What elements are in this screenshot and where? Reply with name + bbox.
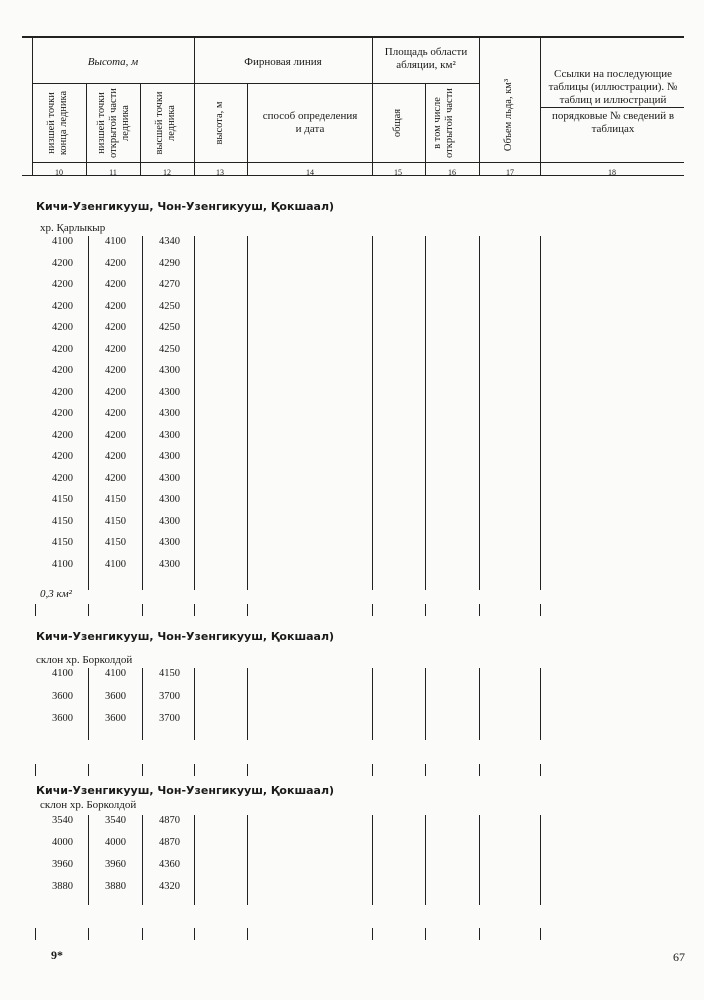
area-footnote: 0,3 км² xyxy=(40,588,72,600)
table-cell: 4150 xyxy=(159,668,180,679)
table-cell: 4250 xyxy=(159,300,180,312)
header-low-end: низшей точки конца ледника xyxy=(46,90,69,156)
column-rule xyxy=(425,668,426,740)
table-cell: 4200 xyxy=(52,257,73,269)
column-number: 12 xyxy=(163,168,171,177)
table-cell: 4250 xyxy=(159,343,180,355)
table-cell: 4300 xyxy=(159,451,180,462)
table-cell: 4200 xyxy=(105,365,126,376)
column-number: 18 xyxy=(608,168,616,177)
table-cell: 4300 xyxy=(159,429,180,441)
table-cell: 4200 xyxy=(105,429,126,441)
column-rule xyxy=(194,668,195,740)
column-rule xyxy=(88,815,89,905)
table-cell: 4200 xyxy=(52,343,73,355)
column-rule xyxy=(247,668,248,740)
table-cell: 4300 xyxy=(159,365,180,376)
column-tick xyxy=(88,604,89,616)
table-cell: 4200 xyxy=(105,408,126,419)
column-rule xyxy=(425,815,426,905)
column-tick xyxy=(88,764,89,776)
header-low-open: низшей точки открытой части ледника xyxy=(96,88,131,158)
column-number: 13 xyxy=(216,168,224,177)
table-cell: 4150 xyxy=(105,494,126,505)
column-tick xyxy=(479,764,480,776)
table-cell: 4290 xyxy=(159,257,180,269)
table-cell: 4200 xyxy=(105,386,126,398)
table-cell: 4200 xyxy=(105,257,126,269)
column-rule xyxy=(540,236,541,590)
column-tick xyxy=(35,604,36,616)
table-cell: 3960 xyxy=(105,859,126,870)
table-cell: 4000 xyxy=(52,837,73,848)
table-cell: 4340 xyxy=(159,236,180,247)
table-cell: 4200 xyxy=(105,300,126,312)
column-tick xyxy=(88,928,89,940)
column-tick xyxy=(247,928,248,940)
section-subtitle: склон хр. Борколдой xyxy=(40,799,137,811)
table-cell: 4100 xyxy=(105,668,126,679)
column-tick xyxy=(194,764,195,776)
column-tick xyxy=(425,928,426,940)
column-rule xyxy=(88,668,89,740)
column-tick xyxy=(142,928,143,940)
column-rule xyxy=(540,668,541,740)
column-tick xyxy=(372,928,373,940)
signature-mark: 9* xyxy=(51,948,63,962)
header-refs-top: Ссылки на последующие таблицы (иллюстрации). № таблиц и иллюстраций xyxy=(548,68,678,106)
header-group-ablation-area: Площадь области абляции, км² xyxy=(384,46,468,71)
table-cell: 4870 xyxy=(159,815,180,826)
table-cell: 4360 xyxy=(159,859,180,870)
column-tick xyxy=(194,928,195,940)
table-cell: 4100 xyxy=(52,236,73,247)
table-cell: 4200 xyxy=(52,279,73,290)
table-cell: 3960 xyxy=(52,859,73,870)
column-rule xyxy=(425,236,426,590)
table-cell: 4200 xyxy=(52,472,73,484)
table-cell: 4200 xyxy=(52,322,73,333)
table-cell: 4200 xyxy=(52,408,73,419)
table-cell: 4000 xyxy=(105,837,126,848)
column-tick xyxy=(479,928,480,940)
column-rule xyxy=(88,236,89,590)
column-number: 16 xyxy=(448,168,456,177)
column-tick xyxy=(247,604,248,616)
column-rule xyxy=(372,815,373,905)
table-cell: 4300 xyxy=(159,558,180,570)
table-cell: 4250 xyxy=(159,322,180,333)
table-cell: 4300 xyxy=(159,408,180,419)
column-rule xyxy=(247,236,248,590)
table-cell: 4100 xyxy=(105,558,126,570)
column-number: 11 xyxy=(109,168,117,177)
section-title: Кичи-Узенгикууш, Чон-Узенгикууш, Қокшаал) xyxy=(36,784,335,797)
column-tick xyxy=(540,604,541,616)
table-cell: 4200 xyxy=(52,429,73,441)
column-tick xyxy=(540,928,541,940)
column-tick xyxy=(479,604,480,616)
column-tick xyxy=(194,604,195,616)
table-cell: 4300 xyxy=(159,472,180,484)
column-tick xyxy=(142,764,143,776)
column-tick xyxy=(142,604,143,616)
header-group-height: Высота, м xyxy=(87,56,139,68)
page-number: 67 xyxy=(673,950,685,964)
table-cell: 3880 xyxy=(52,881,73,892)
table-cell: 4100 xyxy=(52,668,73,679)
column-rule xyxy=(142,668,143,740)
table-cell: 4150 xyxy=(105,537,126,548)
section-subtitle: хр. Қарлыкыр xyxy=(40,222,106,234)
column-rule xyxy=(142,236,143,590)
table-cell: 4100 xyxy=(52,558,73,570)
table-cell: 4300 xyxy=(159,515,180,527)
table-cell: 4150 xyxy=(52,515,73,527)
column-tick xyxy=(372,764,373,776)
table-cell: 4300 xyxy=(159,537,180,548)
table-cell: 4200 xyxy=(105,322,126,333)
column-number: 17 xyxy=(506,168,514,177)
column-tick xyxy=(425,604,426,616)
column-tick xyxy=(247,764,248,776)
table-cell: 3600 xyxy=(105,690,126,702)
section-title: Кичи-Узенгикууш, Чон-Узенгикууш, Қокшаал) xyxy=(36,200,335,213)
section-title: Кичи-Узенгикууш, Чон-Узенгикууш, Қокшаал) xyxy=(36,630,335,643)
table-cell: 4300 xyxy=(159,386,180,398)
table-cell: 4270 xyxy=(159,279,180,290)
header-ice-volume: Объем льда, км³ xyxy=(503,78,514,152)
table-cell: 4150 xyxy=(105,515,126,527)
table-cell: 4320 xyxy=(159,881,180,892)
table-cell: 3600 xyxy=(52,690,73,702)
table-cell: 3600 xyxy=(105,713,126,724)
section-subtitle: склон хр. Борколдой xyxy=(36,654,133,666)
column-rule xyxy=(479,668,480,740)
column-rule xyxy=(479,815,480,905)
column-rule xyxy=(540,815,541,905)
table-cell: 4150 xyxy=(52,537,73,548)
table-cell: 4200 xyxy=(52,451,73,462)
header-firn-method: способ определения и дата xyxy=(262,110,358,135)
header-ablation-open: в том числе открытой части xyxy=(432,88,455,158)
table-cell: 4870 xyxy=(159,837,180,848)
table-cell: 3600 xyxy=(52,713,73,724)
table-cell: 4200 xyxy=(52,386,73,398)
table-cell: 4100 xyxy=(105,236,126,247)
column-rule xyxy=(247,815,248,905)
table-cell: 4200 xyxy=(52,300,73,312)
table-cell: 4200 xyxy=(105,343,126,355)
table-cell: 4200 xyxy=(52,365,73,376)
column-rule xyxy=(372,236,373,590)
table-cell: 4300 xyxy=(159,494,180,505)
column-rule xyxy=(372,668,373,740)
table-cell: 4200 xyxy=(105,451,126,462)
table-cell: 3700 xyxy=(159,690,180,702)
header-group-firn-line: Фирновая линия xyxy=(244,56,322,68)
column-rule xyxy=(194,236,195,590)
header-refs-bottom: порядковые № сведений в таблицах xyxy=(551,110,675,135)
column-number: 14 xyxy=(306,168,314,177)
column-tick xyxy=(425,764,426,776)
table-cell: 3700 xyxy=(159,713,180,724)
column-rule xyxy=(142,815,143,905)
table-cell: 4200 xyxy=(105,279,126,290)
column-tick xyxy=(35,928,36,940)
column-number: 10 xyxy=(55,168,63,177)
column-number: 15 xyxy=(394,168,402,177)
table-cell: 3540 xyxy=(105,815,126,826)
header-high: высшей точки ледника xyxy=(154,91,177,155)
column-tick xyxy=(372,604,373,616)
header-ablation-total: общая xyxy=(392,108,403,138)
column-rule xyxy=(194,815,195,905)
column-rule xyxy=(479,236,480,590)
table-cell: 4150 xyxy=(52,494,73,505)
column-tick xyxy=(540,764,541,776)
table-cell: 3880 xyxy=(105,881,126,892)
column-tick xyxy=(35,764,36,776)
table-cell: 3540 xyxy=(52,815,73,826)
table-cell: 4200 xyxy=(105,472,126,484)
header-firn-height: высота, м xyxy=(214,101,225,145)
